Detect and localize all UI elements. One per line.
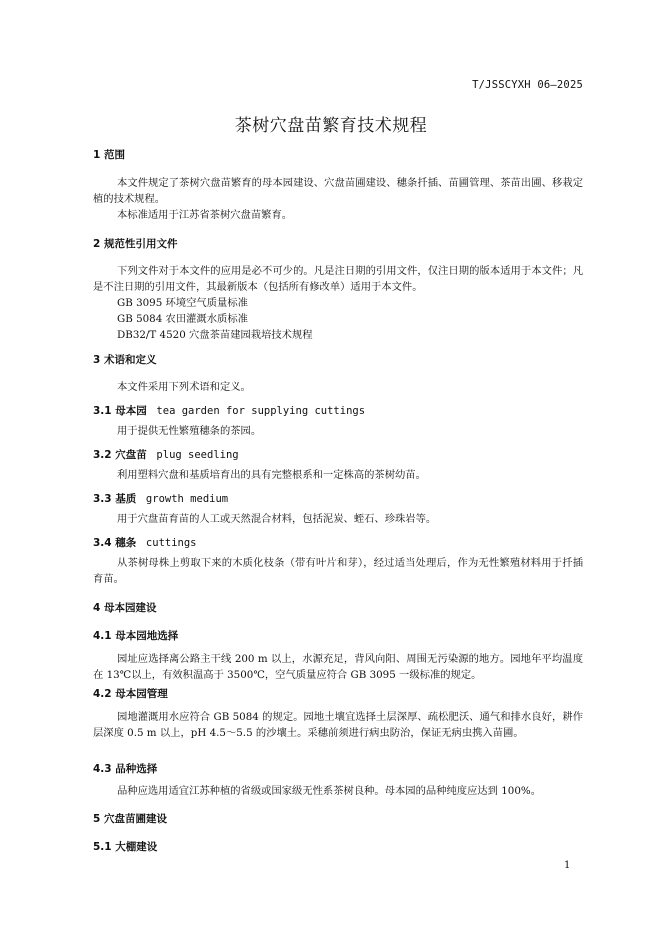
term-cn: 穗条 (115, 537, 137, 549)
term-heading (93, 403, 365, 418)
term-heading (93, 535, 197, 550)
paragraph: 品种应选用适宜江苏种植的省级或国家级无性系茶树良种。母本园的品种纯度应达到 100%。 (117, 785, 541, 797)
subsection-heading: 5.1 大棚建设 (93, 841, 158, 853)
reference-item: GB 3095 环境空气质量标准 (117, 297, 248, 309)
section-heading-3: 3 术语和定义 (93, 354, 157, 366)
term-heading (93, 447, 239, 462)
term-number: 3.2 (93, 449, 112, 461)
paragraph: 本文件规定了茶树穴盘苗繁育的母本园建设、穴盘苗圃建设、穗条扦插、苗圃管理、茶苗出圃、移栽定植的技术规程。 (93, 177, 583, 205)
reference-item: GB 5084 农田灌溉水质标准 (117, 313, 248, 325)
subsection-heading: 4.2 母本园管理 (93, 688, 168, 700)
term-en: plug seedling (156, 449, 239, 461)
term-number: 3.1 (93, 405, 112, 417)
term-en: cuttings (145, 537, 197, 549)
term-number: 3.4 (93, 537, 112, 549)
term-en: tea garden for supplying cuttings (156, 405, 366, 417)
paragraph: 本文件采用下列术语和定义。 (117, 381, 251, 393)
term-heading (93, 491, 228, 506)
term-cn: 母本园 (115, 405, 147, 417)
paragraph: 园址应选择离公路主干线 200 m 以上，水源充足，背风向阳、周围无污染源的地方。园地年平均温度在 13℃以上，有效积温高于 3500℃，空气质量应符合 GB 3095 一级标准的规定。 (93, 653, 583, 681)
section-heading-5: 5 穴盘苗圃建设 (93, 813, 167, 825)
document-code: T/JSSCYXH 06—2025 (472, 79, 583, 91)
paragraph: 本标准适用于江苏省茶树穴盘苗繁育。 (117, 209, 293, 221)
term-number: 3.3 (93, 493, 112, 505)
paragraph: 下列文件对于本文件的应用是必不可少的。凡是注日期的引用文件，仅注日期的版本适用于本文件；凡是不注日期的引用文件，其最新版本（包括所有修改单）适用于本文件。 (93, 265, 583, 293)
term-cn: 穴盘苗 (115, 449, 147, 461)
term-definition: 用于穴盘苗育苗的人工或天然混合材料，包括泥炭、蛭石、珍珠岩等。 (117, 513, 437, 525)
section-heading-1: 1 范围 (93, 149, 125, 161)
subsection-heading: 4.1 母本园地选择 (93, 630, 179, 642)
term-definition: 利用塑料穴盘和基质培育出的具有完整根系和一定株高的茶树幼苗。 (117, 469, 426, 481)
subsection-heading: 4.3 品种选择 (93, 763, 158, 775)
reference-item: DB32/T 4520 穴盘茶苗建园栽培技术规程 (117, 329, 313, 341)
page-number: 1 (564, 860, 571, 871)
term-definition: 从茶树母株上剪取下来的木质化枝条（带有叶片和芽），经过适当处理后，作为无性繁殖材料用于扦插育苗。 (93, 557, 583, 585)
section-heading-2: 2 规范性引用文件 (93, 238, 178, 250)
term-en: growth medium (145, 493, 229, 505)
section-heading-4: 4 母本园建设 (93, 602, 157, 614)
term-definition: 用于提供无性繁殖穗条的茶园。 (117, 425, 262, 437)
document-title: 茶树穴盘苗繁育技术规程 (234, 116, 428, 136)
term-cn: 基质 (115, 493, 137, 505)
paragraph: 园地灌溉用水应符合 GB 5084 的规定。园地土壤宜选择土层深厚、疏松肥沃、通气和排水良好，耕作层深度 0.5 m 以上，pH 4.5～5.5 的沙壤土。采穗前须进行病虫防治，保证无病虫携入苗圃。 (93, 711, 583, 739)
